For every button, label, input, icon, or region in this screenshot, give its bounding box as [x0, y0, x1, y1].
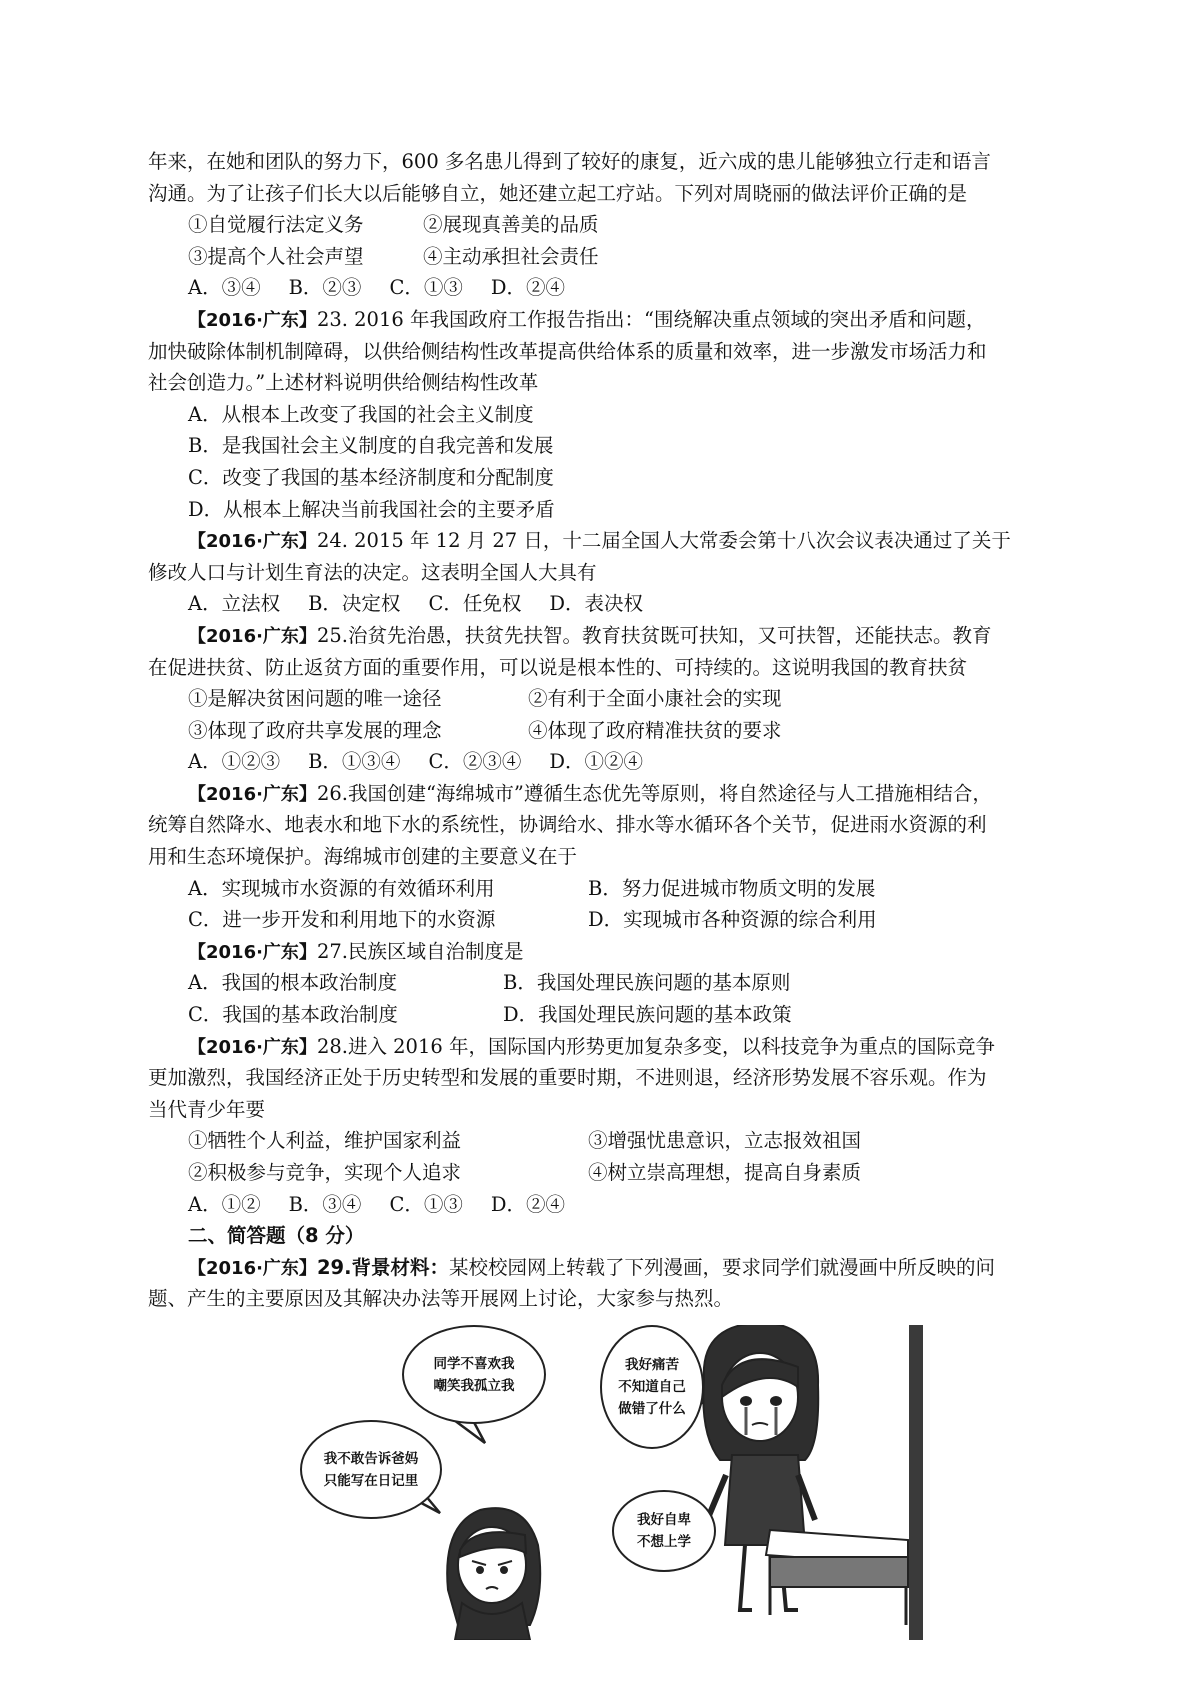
q28-option-c: C．①③ — [389, 1192, 463, 1216]
q28-options — [148, 1189, 1068, 1221]
q26-stem: 26.我国创建“海绵城市”遵循生态优先等原则，将自然途径与人工措施相结合， — [316, 781, 992, 805]
q26-line2: 统筹自然降水、地表水和地下水的系统性，协调给水、排水等水循环各个关节，促进雨水资源的利 — [148, 813, 987, 837]
bubble-classmates-line1: 同学不喜欢我 — [433, 1355, 515, 1372]
bubble-diary-line2: 只能写在日记里 — [323, 1472, 419, 1489]
q25-statement-4: ④体现了政府精准扶贫的要求 — [528, 718, 782, 742]
q25-statement-3: ③体现了政府共享发展的理念 — [188, 718, 442, 742]
q24-tag: 【2016·广东】 — [188, 531, 317, 553]
q25-option-d: D．①②④ — [549, 750, 643, 774]
q26-option-a: A．实现城市水资源的有效循环利用 — [188, 876, 495, 900]
q25-line2: 在促进扶贫、防止返贫方面的重要作用，可以说是根本性的、可持续的。这说明我国的教育扶贫 — [148, 655, 968, 679]
q28-line2: 更加激烈，我国经济正处于历史转型和发展的重要时期，不进则退，经济形势发展不容乐观。作为 — [148, 1066, 987, 1090]
q25-options — [148, 746, 1068, 778]
q24-options — [148, 588, 1068, 620]
q24-option-a: A．立法权 — [188, 592, 281, 616]
section2-title: 二、简答题（8 分） — [188, 1224, 365, 1248]
bubble-painful-line3: 做错了什么 — [618, 1401, 686, 1417]
q28-line1 — [148, 1031, 1068, 1063]
q28-tag: 【2016·广东】 — [188, 1036, 317, 1058]
q25-statement-1: ①是解决贫困问题的唯一途径 — [188, 687, 442, 711]
bubble-classmates — [402, 1325, 546, 1424]
q28-statement-2: ②积极参与竞争，实现个人追求 — [188, 1161, 462, 1184]
q22-option-a: A．③④ — [188, 276, 261, 300]
q22-statement-1: ①自觉履行法定义务 — [188, 213, 364, 237]
q25-line1 — [148, 620, 1068, 652]
girl-sitting — [447, 1508, 540, 1640]
q23-line1 — [148, 304, 1068, 336]
q24-option-b: B．决定权 — [308, 592, 401, 616]
bubble-painful — [600, 1325, 704, 1449]
q28-stem: 28.进入 2016 年，国际国内形势更加复杂多变，以科技竞争为重点的国际竞争 — [316, 1034, 995, 1058]
q24-option-d: D．表决权 — [549, 592, 643, 616]
bubble-diary — [300, 1420, 442, 1519]
q28-statement-3: ③增强忧患意识，立志报效祖国 — [588, 1129, 862, 1153]
q26-option-c: C．进一步开发和利用地下的水资源 — [188, 908, 496, 932]
q26-options-row1 — [148, 873, 1068, 905]
q28-line3: 当代青少年要 — [148, 1097, 266, 1121]
q29-line1 — [148, 1252, 1068, 1284]
q27-option-d: D．我国处理民族问题的基本政策 — [503, 1003, 792, 1027]
q27-stem: 27.民族区域自治制度是 — [316, 939, 524, 963]
q25-statement-2: ②有利于全面小康社会的实现 — [528, 687, 782, 711]
q22-statement-2: ②展现真善美的品质 — [423, 213, 599, 237]
q23-line3: 社会创造力。”上述材料说明供给侧结构性改革 — [148, 371, 539, 395]
q27-options-row2 — [148, 999, 1068, 1031]
q22-statement-4: ④主动承担社会责任 — [423, 244, 599, 268]
q28-option-a: A．①② — [188, 1192, 261, 1216]
q25-tag: 【2016·广东】 — [188, 625, 317, 647]
q23-option-a: A．从根本上改变了我国的社会主义制度 — [188, 402, 534, 426]
q29-line2: 题、产生的主要原因及其解决办法等开展网上讨论，大家参与热烈。 — [148, 1287, 734, 1311]
q25-option-a: A．①②③ — [188, 750, 281, 774]
q23-tag: 【2016·广东】 — [188, 309, 317, 331]
q25-option-b: B．①③④ — [308, 750, 401, 774]
q29-stem: 某校校园网上转载了下列漫画，要求同学们就漫画中所反映的问 — [448, 1255, 995, 1279]
q28-statements-row2 — [148, 1157, 1068, 1189]
q25-statements-row2 — [148, 715, 1068, 747]
q24-option-c: C．任免权 — [428, 592, 522, 616]
q27-options-row1 — [148, 967, 1068, 999]
q24-line1 — [148, 525, 1068, 557]
comic-illustration — [300, 1325, 930, 1640]
bubble-inferior — [612, 1490, 716, 1572]
q23-option-c: C．改变了我国的基本经济制度和分配制度 — [188, 465, 554, 489]
q26-line3: 用和生态环境保护。海绵城市创建的主要意义在于 — [148, 845, 578, 869]
q22-statements-row2 — [148, 241, 1068, 273]
q28-option-b: B．③④ — [288, 1192, 362, 1216]
question-text — [148, 146, 1068, 1315]
q24-stem: 24. 2015 年 12 月 27 日，十二届全国人大常委会第十八次会议表决通过了关于 — [316, 529, 1011, 553]
q28-option-d: D．②④ — [490, 1192, 565, 1216]
q23-stem: 23. 2016 年我国政府工作报告指出：“围绕解决重点领域的突出矛盾和问题， — [316, 307, 986, 331]
q22-line1: 年来，在她和团队的努力下，600 多名患儿得到了较好的康复，近六成的患儿能够独立行走和语言 — [148, 150, 991, 173]
q27-option-b: B．我国处理民族问题的基本原则 — [503, 971, 791, 995]
q23-line2: 加快破除体制机制障碍，以供给侧结构性改革提高供给体系的质量和效率，进一步激发市场活力和 — [148, 339, 987, 363]
q27-option-a: A．我国的根本政治制度 — [188, 971, 398, 995]
q22-statements-row1 — [148, 209, 1068, 241]
q27-option-c: C．我国的基本政治制度 — [188, 1003, 398, 1027]
q26-line1 — [148, 778, 1068, 810]
q26-options-row2 — [148, 904, 1068, 936]
q29-label: 29.背景材料： — [316, 1255, 449, 1279]
q27-tag: 【2016·广东】 — [188, 941, 317, 963]
bubble-inferior-line1: 我好自卑 — [637, 1512, 691, 1528]
q22-option-c: C．①③ — [389, 276, 463, 300]
q26-option-d: D．实现城市各种资源的综合利用 — [588, 908, 877, 932]
q26-tag: 【2016·广东】 — [188, 783, 317, 805]
q28-statement-1: ①牺牲个人利益，维护国家利益 — [188, 1129, 462, 1153]
q22-statement-3: ③提高个人社会声望 — [188, 244, 364, 268]
q22-option-b: B．②③ — [288, 276, 362, 300]
q23-option-b: B．是我国社会主义制度的自我完善和发展 — [188, 434, 554, 458]
q29-tag: 【2016·广东】 — [188, 1257, 317, 1279]
q24-line2: 修改人口与计划生育法的决定。这表明全国人大具有 — [148, 560, 597, 584]
q25-option-c: C．②③④ — [428, 750, 522, 774]
bubble-inferior-line2: 不想上学 — [637, 1534, 691, 1550]
q25-stem: 25.治贫先治愚，扶贫先扶智。教育扶贫既可扶知，又可扶智，还能扶志。教育 — [316, 623, 992, 647]
q22-line2: 沟通。为了让孩子们长大以后能够自立，她还建立起工疗站。下列对周晓丽的做法评价正确的是 — [148, 181, 968, 205]
q22-option-d: D．②④ — [490, 276, 565, 300]
q28-statement-4: ④树立崇高理想，提高自身素质 — [588, 1161, 862, 1184]
bubble-classmates-line2: 嘲笑我孤立我 — [433, 1377, 515, 1394]
q27-line1 — [148, 936, 1068, 968]
wall-edge — [909, 1325, 923, 1640]
bubble-painful-line1: 我好痛苦 — [625, 1357, 679, 1373]
bubble-painful-line2: 不知道自己 — [618, 1379, 686, 1395]
q26-option-b: B．努力促进城市物质文明的发展 — [588, 876, 876, 900]
q25-statements-row1 — [148, 683, 1068, 715]
bubble-diary-line1: 我不敢告诉爸妈 — [323, 1450, 419, 1467]
q23-option-d: D．从根本上解决当前我国社会的主要矛盾 — [188, 497, 555, 521]
q28-statements-row1 — [148, 1125, 1068, 1157]
q22-options — [148, 272, 1068, 304]
